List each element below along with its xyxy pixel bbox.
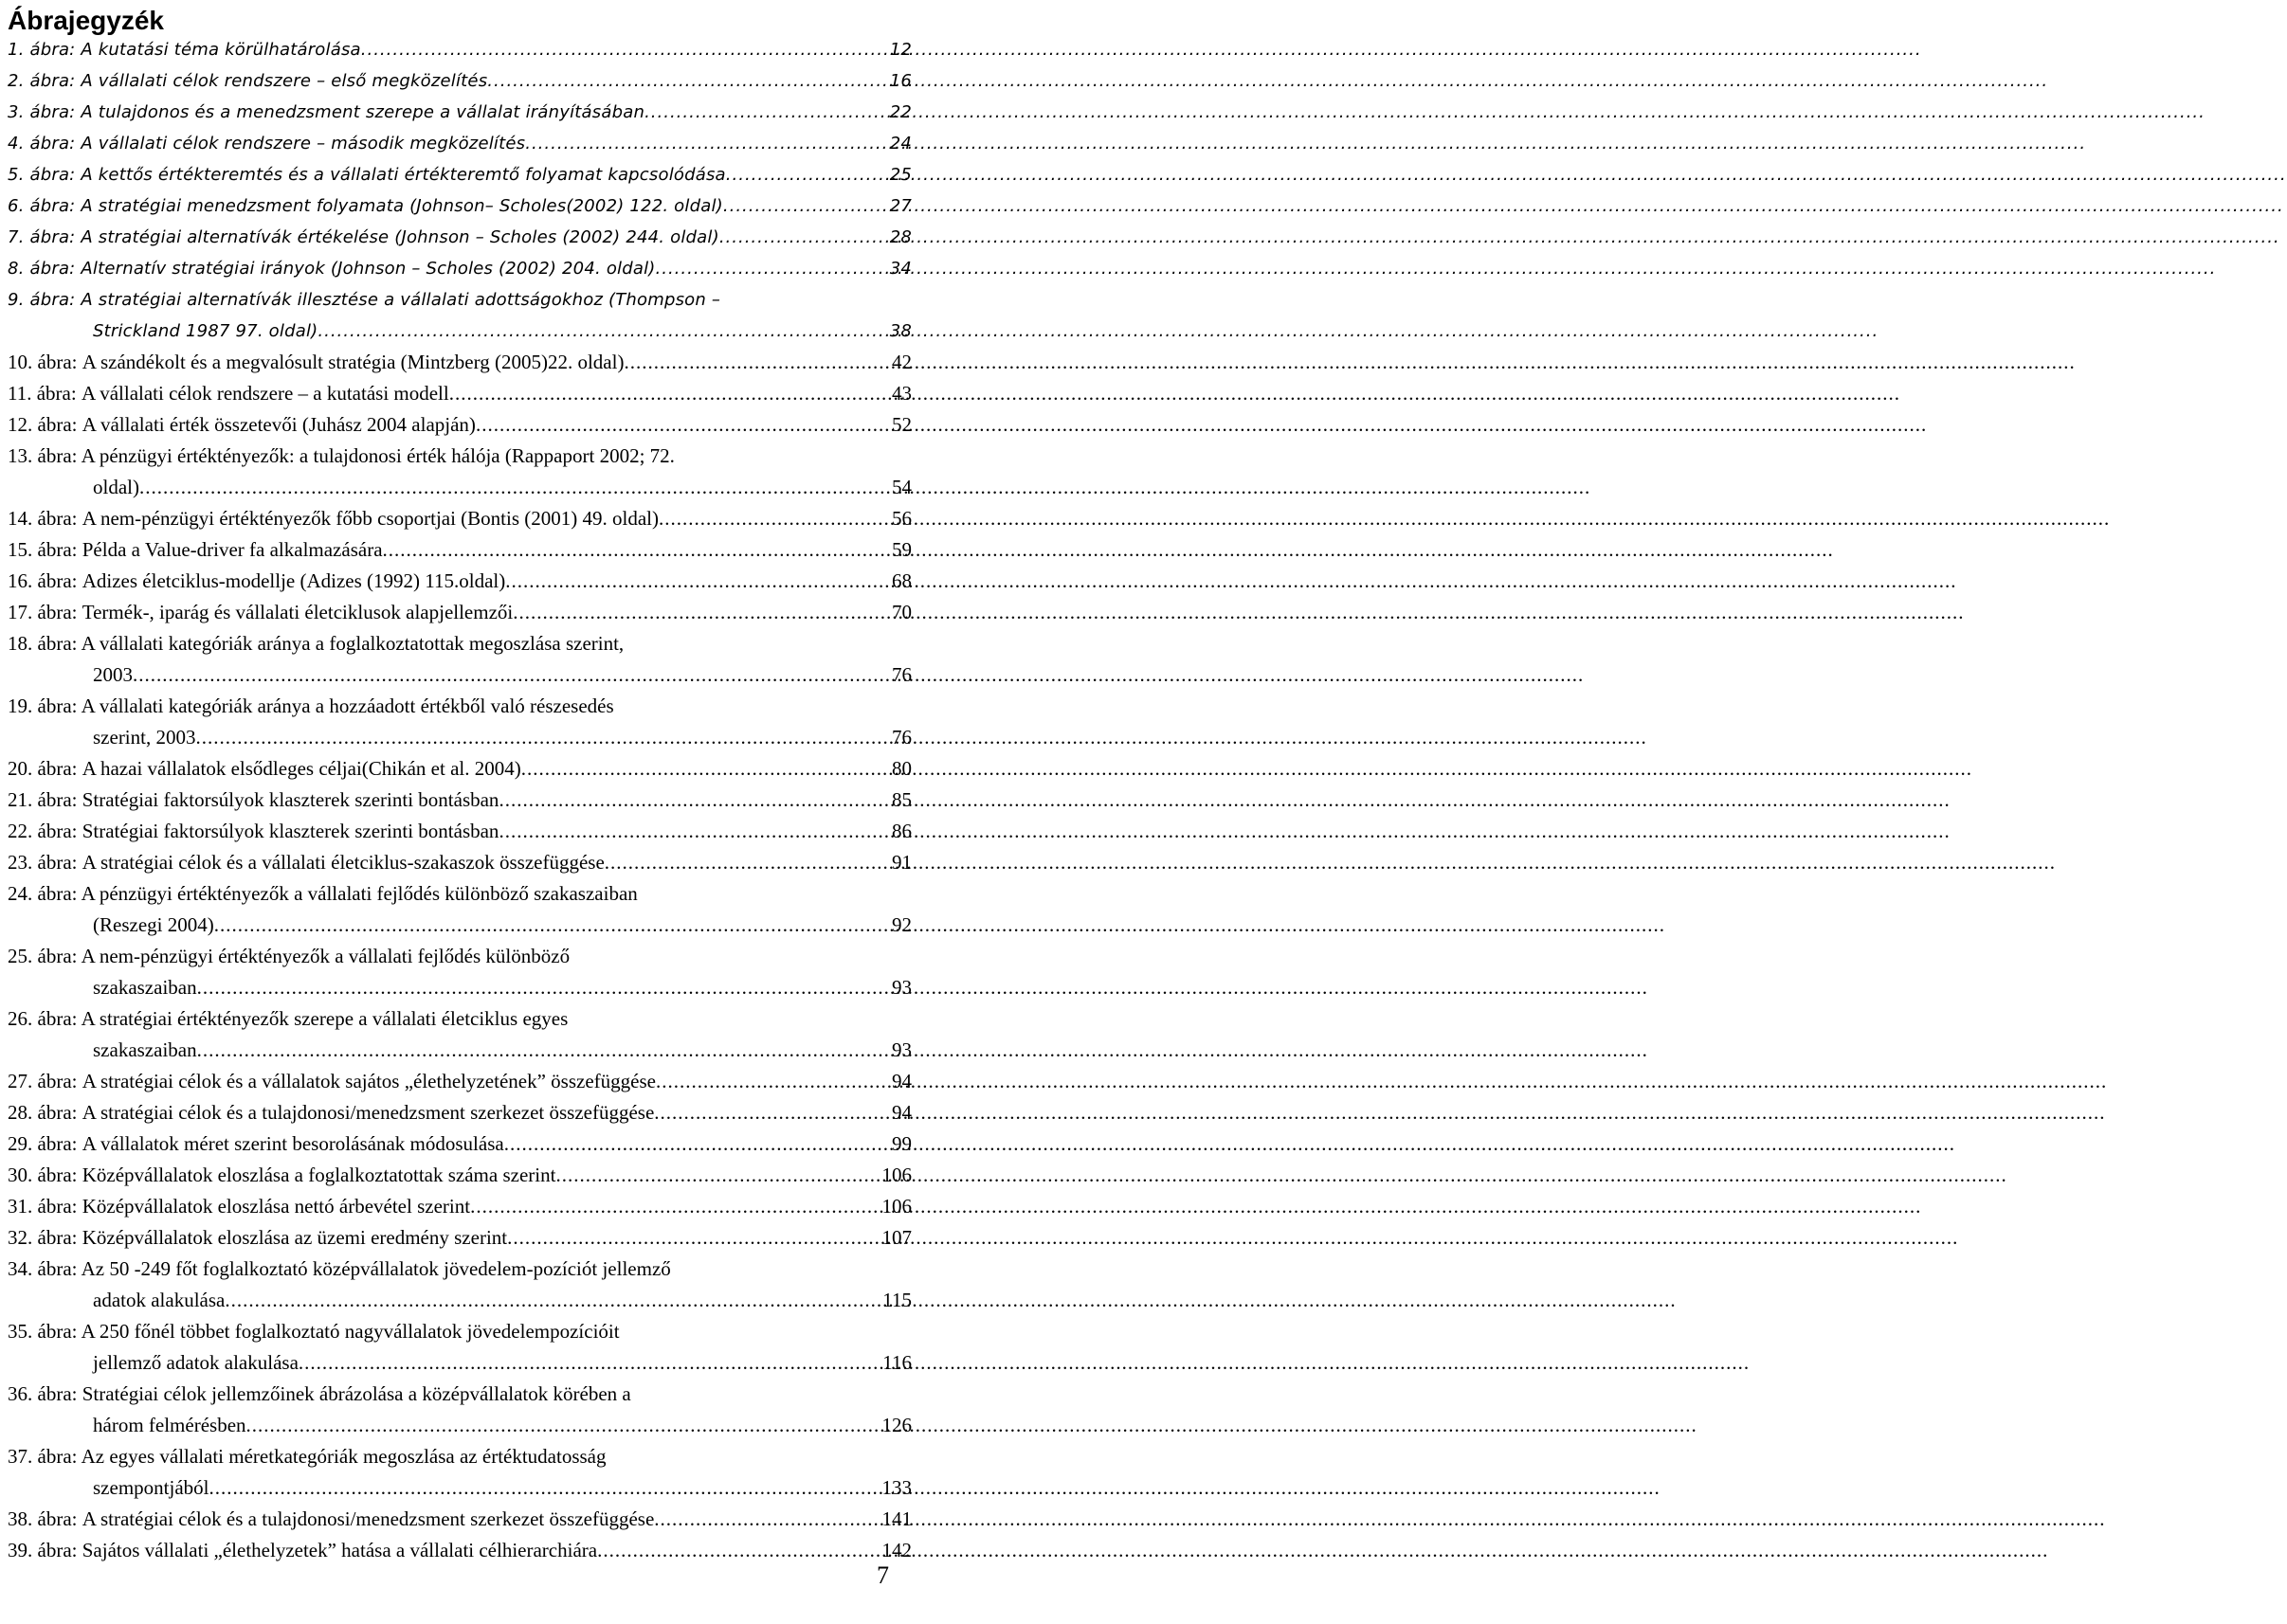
figure-number: 5. ábra: [8,165,76,185]
page-reference: 99 [892,1132,912,1155]
dot-leader [654,1504,880,1535]
page-reference: 70 [892,601,912,623]
figure-title: Alternatív stratégiai irányok (Johnson – Scholes (2002) 204. oldal) [81,259,656,279]
dot-leader [361,34,888,65]
figure-number: 6. ábra: [8,196,76,216]
figure-number: 23. ábra: [8,851,78,874]
figure-number: 21. ábra: [8,788,78,811]
figure-number: 8. ábra: [8,259,76,279]
figure-number: 10. ábra: [8,351,78,373]
dot-leader [659,503,890,534]
figure-title: Az egyes vállalati méretkategóriák megoszlása az értéktudatosság [81,1445,607,1468]
figure-number: 7. ábra: [8,227,76,247]
page-reference: 25 [889,165,912,185]
dot-leader [487,65,887,97]
page-reference: 27 [889,196,912,216]
figure-title-continued: szerint, 2003 [93,726,196,749]
figure-title: A vállalatok méret szerint besorolásának módosulása [82,1132,504,1155]
figure-title: A stratégiai célok és a vállalati életciklus-szakaszok összefüggése [82,851,605,874]
figure-title-continued: jellemző adatok alakulása [93,1351,299,1374]
figure-title: A hazai vállalatok elsődleges céljai(Chikán et al. 2004) [82,757,521,780]
figure-title: A pénzügyi értéktényezők a vállalati fejlődés különböző szakaszaiban [81,882,638,905]
list-item[interactable] [8,816,912,847]
figure-number: 36. ábra: [8,1382,78,1405]
dot-leader [555,1160,880,1191]
figure-title: Az 50 -249 főt foglalkoztató középvállalatok jövedelem-pozíciót jellemző [81,1257,671,1280]
page-reference: 93 [892,976,912,999]
page-reference: 142 [881,1539,912,1561]
page-reference: 115 [882,1289,912,1311]
list-item[interactable] [8,1097,912,1128]
figure-title: A vállalati kategóriák aránya a hozzáadott értékből való részesedés [81,695,614,717]
document-page [0,0,910,1624]
figure-number: 25. ábra: [8,945,78,967]
figure-title: A vállalati célok rendszere – második megközelítés [81,134,526,153]
page-reference: 43 [892,382,912,405]
figure-number: 26. ábra: [8,1007,78,1030]
page-reference: 54 [892,476,912,498]
list-item[interactable] [8,97,912,128]
dot-leader [525,128,887,159]
figure-title-continued: 2003 [93,663,133,686]
figure-title: A stratégiai alternatívák értékelése (Johnson – Scholes (2002) 244. oldal) [81,227,719,247]
figure-title: A vállalati célok rendszere – a kutatási modell [81,382,449,405]
figure-number: 24. ábra: [8,882,78,905]
page-reference: 16 [889,71,912,91]
dot-leader [209,1472,880,1504]
dot-leader [597,1535,880,1566]
figure-title: A nem-pénzügyi értéktényezők főbb csoportjai (Bontis (2001) 49. oldal) [82,507,659,530]
figure-title-continued: Strickland 1987 97. oldal) [93,321,318,341]
figure-number: 35. ábra: [8,1320,78,1343]
figure-number: 3. ábra: [8,102,76,122]
page-reference: 141 [881,1507,912,1530]
figure-number: 29. ábra: [8,1132,78,1155]
figure-title: A vállalati kategóriák aránya a foglalkoztatottak megoszlása szerint, [81,632,625,655]
figure-title: A stratégiai célok és a vállalatok sajátos „élethelyzetének” összefüggése [82,1070,656,1092]
list-item[interactable] [8,34,912,65]
list-item[interactable] [8,1535,912,1566]
page-reference: 91 [892,851,912,874]
page-title: Ábrajegyzék [8,6,164,35]
list-item[interactable] [8,284,912,347]
figure-title: A kutatási téma körülhatárolása [81,40,361,60]
dot-leader [605,847,890,878]
list-item[interactable] [8,847,912,878]
page-reference: 107 [881,1226,912,1249]
page-reference: 93 [892,1038,912,1061]
list-item[interactable] [8,785,912,816]
figure-number: 15. ábra: [8,538,78,561]
figure-number: 22. ábra: [8,820,78,842]
list-item[interactable] [8,222,912,253]
page-reference: 12 [889,40,912,60]
figure-number: 17. ábra: [8,601,78,623]
list-item[interactable] [8,409,912,441]
dot-leader [654,1097,890,1128]
dot-leader [504,1128,890,1160]
figure-title-continued: oldal) [93,476,139,498]
dot-leader [513,597,890,628]
figure-title: Sajátos vállalati „élethelyzetek” hatása a vállalati célhierarchiára [82,1539,598,1561]
page-reference: 86 [892,820,912,842]
list-item[interactable] [8,441,912,503]
list-item[interactable] [8,1441,912,1504]
list-item[interactable] [8,378,912,409]
figure-title: A stratégiai menedzsment folyamata (Johnson– Scholes(2002) 122. oldal) [81,196,723,216]
figure-number: 32. ábra: [8,1226,78,1249]
dot-leader [246,1410,880,1441]
list-item[interactable] [8,1128,912,1160]
dot-leader [476,409,890,441]
list-item[interactable] [8,628,912,691]
dot-leader [139,472,890,503]
page-reference: 85 [892,788,912,811]
figure-title: Példa a Value-driver fa alkalmazására [82,538,383,561]
page-reference: 22 [889,102,912,122]
page-reference: 52 [892,413,912,436]
list-item[interactable] [8,159,912,190]
figure-number: 13. ábra: [8,444,78,467]
figure-title: Adizes életciklus-modellje (Adizes (1992) 115.oldal) [82,569,506,592]
dot-leader [656,253,888,284]
figure-number: 31. ábra: [8,1195,78,1218]
page-reference: 59 [892,538,912,561]
list-item[interactable] [8,1222,912,1254]
dot-leader [656,1066,890,1097]
page-reference: 34 [889,259,912,279]
dot-leader [499,785,890,816]
figure-title-continued: három felmérésben [93,1414,246,1436]
dot-leader [383,534,890,566]
list-item[interactable] [8,566,912,597]
list-item[interactable] [8,1379,912,1441]
figure-title-continued: (Reszegi 2004) [93,913,214,936]
figure-number: 1. ábra: [8,40,76,60]
dot-leader [299,1347,880,1379]
page-number: 7 [877,1561,889,1589]
figure-title-continued: szakaszaiban [93,976,197,999]
page-reference: 42 [892,351,912,373]
figure-title: A stratégiai értéktényezők szerepe a vállalati életciklus egyes [81,1007,569,1030]
figure-number: 27. ábra: [8,1070,78,1092]
dot-leader [318,316,887,347]
page-reference: 92 [892,913,912,936]
figure-title: A stratégiai célok és a tulajdonosi/menedzsment szerkezet összefüggése [82,1101,655,1124]
list-item[interactable] [8,1504,912,1535]
figure-number: 4. ábra: [8,134,76,153]
list-item[interactable] [8,1254,912,1316]
figure-title-continued: adatok alakulása [93,1289,226,1311]
page-reference: 94 [892,1070,912,1092]
figure-list [8,34,912,1566]
dot-leader [507,1222,880,1254]
list-item[interactable] [8,878,912,941]
dot-leader [470,1191,880,1222]
figure-title-continued: szakaszaiban [93,1038,197,1061]
figure-number: 28. ábra: [8,1101,78,1124]
dot-leader [723,190,888,222]
figure-number: 16. ábra: [8,569,78,592]
figure-title: A szándékolt és a megvalósult stratégia (Mintzberg (2005)22. oldal) [82,351,625,373]
page-reference: 94 [892,1101,912,1124]
figure-title: Középvállalatok eloszlása a foglalkoztatottak száma szerint [82,1164,556,1186]
figure-title: A stratégiai alternatívák illesztése a vállalati adottságokhoz (Thompson – [81,290,721,310]
dot-leader [521,753,890,785]
figure-number: 38. ábra: [8,1507,78,1530]
figure-title: Stratégiai faktorsúlyok klaszterek szerinti bontásban [82,788,499,811]
figure-title: Stratégiai célok jellemzőinek ábrázolása a középvállalatok körében a [82,1382,631,1405]
figure-number: 14. ábra: [8,507,78,530]
figure-title: A stratégiai célok és a tulajdonosi/menedzsment szerkezet összefüggése [82,1507,655,1530]
figure-number: 37. ábra: [8,1445,78,1468]
page-reference: 106 [881,1164,912,1186]
list-item[interactable] [8,753,912,785]
list-item[interactable] [8,1316,912,1379]
page-reference: 126 [881,1414,912,1436]
list-item[interactable] [8,597,912,628]
figure-title: A kettős értékteremtés és a vállalati értékteremtő folyamat kapcsolódása [81,165,726,185]
figure-number: 30. ábra: [8,1164,78,1186]
page-reference: 38 [889,321,912,341]
list-item[interactable] [8,941,912,1003]
page-reference: 80 [892,757,912,780]
list-item[interactable] [8,190,912,222]
list-item[interactable] [8,347,912,378]
figure-title: Középvállalatok eloszlása nettó árbevétel szerint [82,1195,471,1218]
figure-title: Középvállalatok eloszlása az üzemi eredmény szerint [82,1226,508,1249]
list-item[interactable] [8,128,912,159]
list-item[interactable] [8,534,912,566]
figure-title: A vállalati célok rendszere – első megközelítés [81,71,488,91]
list-item[interactable] [8,65,912,97]
figure-number: 19. ábra: [8,695,78,717]
figure-number: 2. ábra: [8,71,76,91]
figure-number: 11. ábra: [8,382,77,405]
figure-number: 34. ábra: [8,1257,78,1280]
figure-title: Termék-, iparág és vállalati életciklusok alapjellemzői [82,601,514,623]
list-item[interactable] [8,691,912,753]
figure-number: 9. ábra: [8,290,76,310]
list-item[interactable] [8,253,912,284]
page-reference: 116 [882,1351,912,1374]
dot-leader [197,1035,890,1066]
figure-title: Stratégiai faktorsúlyok klaszterek szerinti bontásban [82,820,499,842]
dot-leader [499,816,890,847]
dot-leader [726,159,888,190]
figure-number: 12. ábra: [8,413,78,436]
page-reference: 133 [881,1476,912,1499]
dot-leader [214,910,890,941]
page-reference: 28 [889,227,912,247]
figure-title-continued: szempontjából [93,1476,209,1499]
dot-leader [195,722,890,753]
page-reference: 76 [892,726,912,749]
figure-title: A 250 főnél többet foglalkoztató nagyvállalatok jövedelempozícióit [81,1320,620,1343]
figure-title: A nem-pénzügyi értéktényezők a vállalati fejlődés különböző [81,945,571,967]
figure-number: 39. ábra: [8,1539,78,1561]
dot-leader [197,972,890,1003]
figure-number: 18. ábra: [8,632,78,655]
dot-leader [225,1285,880,1316]
dot-leader [505,566,890,597]
page-reference: 56 [892,507,912,530]
page-reference: 68 [892,569,912,592]
dot-leader [133,659,890,691]
page-reference: 106 [881,1195,912,1218]
dot-leader [644,97,888,128]
dot-leader [719,222,888,253]
list-item[interactable] [8,1003,912,1066]
list-item[interactable] [8,1160,912,1191]
page-reference: 76 [892,663,912,686]
list-item[interactable] [8,1066,912,1097]
page-reference: 24 [889,134,912,153]
figure-title: A vállalati érték összetevői (Juhász 2004 alapján) [82,413,476,436]
list-item[interactable] [8,1191,912,1222]
figure-number: 20. ábra: [8,757,78,780]
figure-title: A tulajdonos és a menedzsment szerepe a vállalat irányításában [81,102,645,122]
figure-title: A pénzügyi értéktényezők: a tulajdonosi érték hálója (Rappaport 2002; 72. [81,444,675,467]
list-item[interactable] [8,503,912,534]
dot-leader [624,347,890,378]
dot-leader [449,378,890,409]
